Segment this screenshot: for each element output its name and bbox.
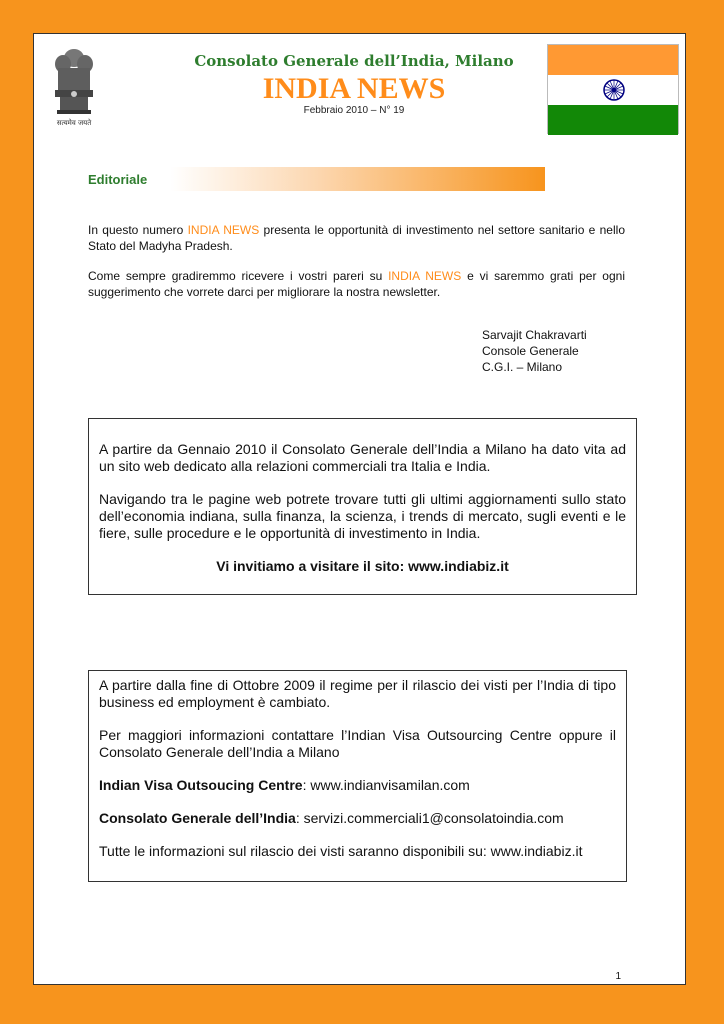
signature-office: C.G.I. – Milano — [482, 360, 563, 374]
consulate-subtitle: Consolato Generale dell’India, Milano — [194, 52, 514, 70]
visa-centre-line: Indian Visa Outsoucing Centre: www.indianvisamilan.com — [99, 777, 470, 793]
editoriale-heading-bar — [88, 167, 545, 191]
indiabiz-announcement-box — [88, 418, 637, 595]
signature-block — [482, 327, 587, 375]
ashoka-chakra-icon — [602, 78, 626, 102]
signature-role: Console Generale — [482, 344, 579, 358]
newsletter-page — [33, 33, 686, 985]
box1-paragraph-1: A partire da Gennaio 2010 il Consolato Generale dell’India a Milano ha dato vita ad un sito web dedicato alla relazioni commerciali tra Italia e India. — [99, 441, 626, 474]
editoriale-paragraph-2: Come sempre gradiremmo ricevere i vostri pareri su INDIA NEWS e vi saremmo grati per ogni suggerimento che vorrete darci per migliorare la nostra newsletter. — [88, 269, 625, 299]
box1-paragraph-2: Navigando tra le pagine web potrete trovare tutti gli ultimi aggiornamenti sullo stato dell’economia indiana, sulla finanza, la scienza, i trends di mercato, sugli eventi e le fiere, sulle procedure e le opportunità di investimento in India. — [99, 491, 626, 541]
box2-paragraph-5: Tutte le informazioni sul rilascio dei visti saranno disponibili su: www.indiabiz.it — [99, 843, 583, 859]
india-news-highlight: INDIA NEWS — [187, 223, 260, 237]
emblem-motto: सत्यमेव जयते — [56, 119, 92, 127]
editoriale-paragraph-1: In questo numero INDIA NEWS presenta le opportunità di investimento nel settore sanitario e nello Stato del Madyha Pradesh. — [88, 223, 625, 253]
india-news-highlight: INDIA NEWS — [388, 269, 462, 283]
lion-capital-icon — [44, 44, 104, 118]
signature-name: Sarvajit Chakravarti — [482, 328, 587, 342]
box2-paragraph-2: Per maggiori informazioni contattare l’Indian Visa Outsourcing Centre oppure il Consolato Generale dell’India a Milano — [99, 727, 616, 760]
india-flag — [547, 44, 679, 134]
page-number: 1 — [615, 971, 621, 982]
newsletter-title: INDIA NEWS — [262, 72, 446, 105]
indiabiz-website-cta: Vi invitiamo a visitare il sito: www.indiabiz.it — [216, 558, 509, 574]
consulate-contact-line: Consolato Generale dell’India: servizi.commerciali1@consolatoindia.com — [99, 810, 564, 826]
editoriale-heading: Editoriale — [88, 172, 148, 187]
visa-centre-website: : www.indianvisamilan.com — [302, 777, 470, 793]
box2-paragraph-1: A partire dalla fine di Ottobre 2009 il regime per il rilascio dei visti per l’India di tipo business ed employment è cambiato. — [99, 677, 616, 710]
national-emblem — [44, 44, 104, 132]
visa-info-box — [88, 670, 627, 882]
issue-date: Febbraio 2010 – N° 19 — [303, 105, 405, 116]
consulate-email: : servizi.commerciali1@consolatoindia.com — [295, 810, 564, 826]
